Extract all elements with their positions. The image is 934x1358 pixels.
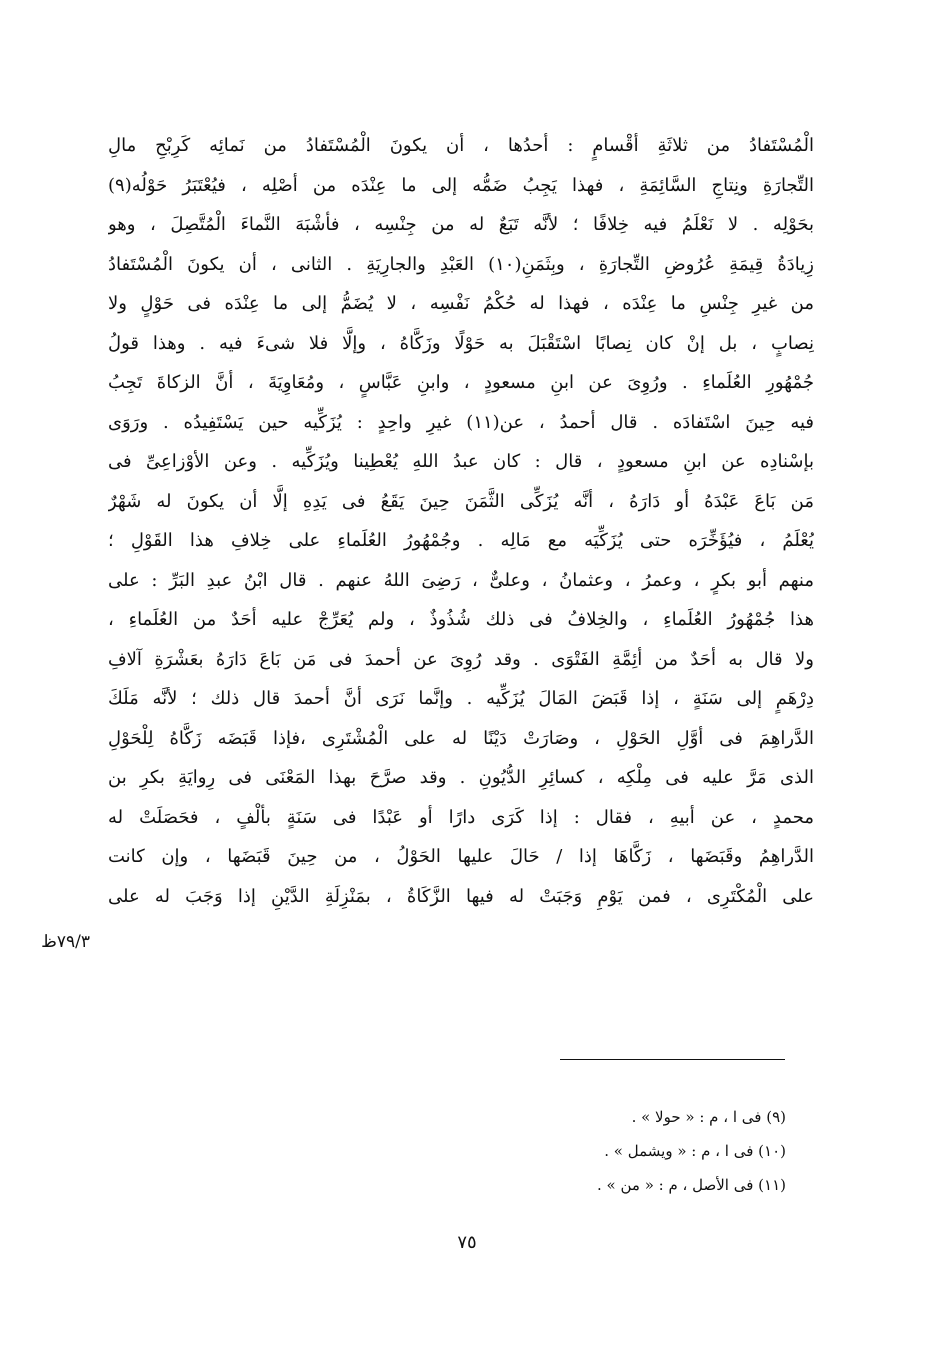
text-line: الْمُسْتَفادُ من ثلاثَةِ أقْسامٍ : أحدُها ، أن يكونَ الْمُسْتَفادُ من نَمائِه كَرِبْحِ مالِ — [108, 135, 814, 156]
text-line: من غيرِ جِنْسِ ما عِنْدَه ، فهذا له حُكْمُ نَفْسِه ، لا يُضَمُّ إلى ما عِنْدَه فى حَوْلٍ ولا — [108, 293, 814, 314]
text-line: نِصابٍ ، بل إنْ كان نِصابًا اسْتَقْبَلَ به حَوْلًا وزَكَّاهُ ، وإلَّا فلا شىءَ فيه . وهذا قولُ — [108, 332, 814, 354]
text-line: الذى مَرَّ عليه فى مِلْكِه ، كسائِرِ الدُّيُونِ . وقد صرَّحَ بهذا المَعْنَى فى رِوايَةِ بكرِ بن — [108, 767, 814, 788]
text-line: فيه حِينَ اسْتَفادَه . قال أحمدُ ، عن(١١) غيرِ واحِدٍ : يُزَكِّيه حين يَسْتَفِيدُه . ورَوَى — [108, 411, 814, 433]
text-line: مَن بَاعَ عَبْدَهُ أو دَارَهُ ، أنَّه يُزَكِّى الثَّمَنَ حِينَ يَقَعُ فى يَدِهِ إلَّا أن يكونَ له شَهْرٌ — [108, 490, 814, 512]
folio-reference: ٧٩/٣ظ — [41, 932, 90, 952]
text-line: بحَوْلِه . لا نَعْلَمُ فيه خِلافًا ؛ لأنَّه تَبَعٌ له من جِنْسِه ، فأشْبَهَ النَّماءَ الْمُتَّصِلَ ، وهو — [108, 214, 814, 235]
text-line: جُمْهُورِ العُلَماءِ . ورُوِىَ عن ابنِ مسعودٍ ، وابنِ عَبَّاسٍ ، ومُعَاوِيَةَ ، أنَّ الزكاةَ تَجِبُ — [108, 372, 814, 393]
footnote-separator — [560, 1059, 785, 1060]
text-line: دِرْهَمٍ إلى سَنَةٍ ، إذا قَبَضَ المَالَ يُزَكِّيه . وإنَّما نَرَى أنَّ أحمدَ قال ذلك ؛ لأنَّه مَلَكَ — [108, 688, 814, 709]
footnote: (١٠) فى ا ، م : « ويشمل » . — [604, 1142, 786, 1160]
text-line: زِيادَةُ قِيمَةِ عُرُوضِ التِّجارَةِ ، وبِثَمَنِ(١٠) العَبْدِ والجارِيَةِ . الثانى ، أن يكونَ الْمُسْتَفادُ — [108, 253, 814, 275]
text-line: الدَّراهِمَ فى أوَّلِ الحَوْلِ ، وصَارَتْ دَيْنًا له على الْمُشْتَرِى ،فإذا قَبَضَه زَكَّاهُ لِلْحَوْلِ — [108, 727, 814, 749]
text-line: هذا جُمْهُورُ العُلَماءِ ، والخِلافُ فى ذلك شُذُوذٌ ، ولم يُعَرِّجْ عليه أحَدٌ من العُلَماءِ ، — [108, 609, 814, 630]
footnote: (١١) فى الأصل ، م : « من » . — [597, 1176, 786, 1194]
text-line: بإسْنادِه عن ابنِ مسعودٍ ، قال : كان عبدُ اللهِ يُعْطِينا ويُزَكِّيه . وعن الأوْزاعِىِّ فى — [108, 451, 814, 472]
page-number: ٧٥ — [457, 1232, 477, 1253]
text-line: يُعْلَمُ ، فيُؤَخِّرَه حتى يُزَكِّيَه مع مَالِه . وجُمْهُورُ العُلَماءِ على خِلافِ هذا القَوْلِ ؛ — [108, 530, 814, 551]
text-line: ولا قال به أحَدٌ من أئِمَّةِ الفَتْوَى . وقد رُوِىَ عن أحمدَ فى مَن بَاعَ دَارَهُ بعَشْرَةِ آلافِ — [108, 648, 814, 670]
footnote: (٩) فى ا ، م : « حولا » . — [631, 1108, 786, 1126]
main-text — [108, 126, 814, 916]
text-line: التِّجارَةِ ونِتاجِ السَّائِمَةِ ، فهذا يَجِبُ ضَمُّه إلى ما عِنْدَه من أصْلِه ، فيُعْتَبَرُ حَوْلُه(٩) — [108, 174, 814, 196]
text-line: محمدٍ ، عن أبيهِ ، فقال : إذا كَرَى دارًا أو عَبْدًا فى سَنَةٍ بألْفٍ ، فحَصَلَتْ له — [108, 806, 814, 828]
footnotes — [300, 1100, 786, 1202]
text-line: منهم أبو بكرٍ ، وعمرُ ، وعثمانُ ، وعلىٌّ ، رَضِىَ اللهُ عنهم . قال ابْنُ عبدِ البَرِّ : على — [108, 569, 814, 591]
text-line: الدَّراهِمُ وقَبَضَها ، زَكَّاهَا إذا / حَالَ عليها الحَوْلُ ، من حِينَ قَبَضَها ، وإن كانت — [108, 846, 814, 867]
text-line: على الْمُكْتَرِى ، فمن يَوْمِ وَجَبَتْ له فيها الزَّكَاةُ ، بمَنْزِلَةِ الدَّيْنِ إذا وَجَبَ له على — [108, 885, 814, 907]
